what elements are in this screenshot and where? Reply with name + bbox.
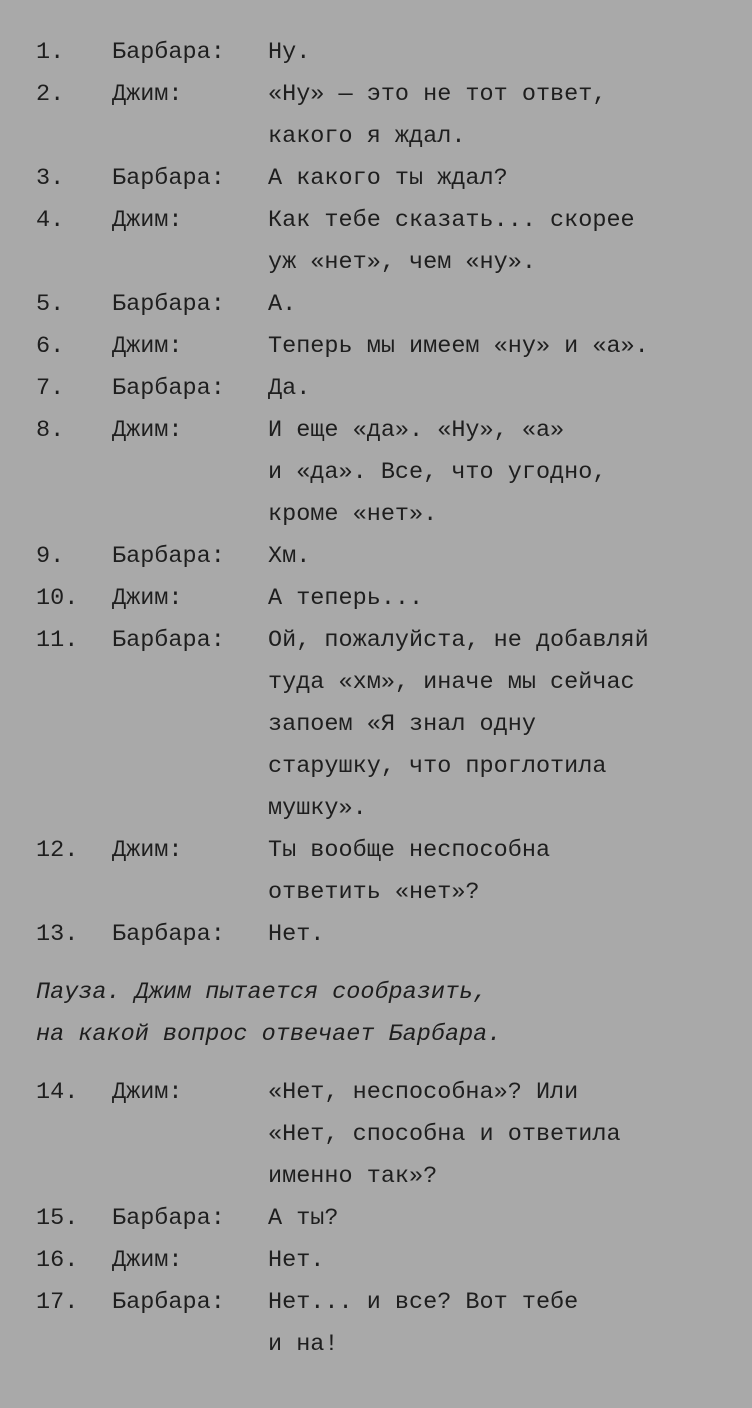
line-number: 11. [36,627,79,654]
dialogue-line [36,32,736,74]
stage-direction: Пауза. Джим пытается сообразить, на какой вопрос отвечает Барбара. [36,979,502,1048]
line-text: Теперь мы имеем «ну» и «а». [268,333,649,360]
line-text: Ой, пожалуйста, не добавляй туда «хм», иначе мы сейчас запоем «Я знал одну старушку, что проглотила мушку». [268,627,649,822]
dialogue-line [36,158,736,200]
dialogue-line [36,536,736,578]
line-text: А ты? [268,1205,339,1232]
speaker-name: Джим: [112,585,183,612]
line-number: 7. [36,375,65,402]
line-number: 9. [36,543,65,570]
line-text: Хм. [268,543,311,570]
speaker-name: Джим: [112,333,183,360]
dialogue-line [36,74,736,158]
line-number: 4. [36,207,65,234]
line-text: Нет... и все? Вот тебе и на! [268,1289,579,1358]
line-text: Нет. [268,921,325,948]
dialogue-line [36,1072,736,1198]
dialogue-line [36,284,736,326]
line-number: 5. [36,291,65,318]
speaker-name: Барбара: [112,291,225,318]
line-number: 2. [36,81,65,108]
line-text: «Ну» — это не тот ответ, какого я ждал. [268,81,607,150]
line-text: А теперь... [268,585,424,612]
line-text: Ты вообще неспособна ответить «нет»? [268,837,551,906]
line-number: 14. [36,1079,79,1106]
dialogue-line [36,1240,736,1282]
line-number: 16. [36,1247,79,1274]
dialogue-line [36,620,736,830]
speaker-name: Джим: [112,207,183,234]
dialogue-line [36,326,736,368]
speaker-name: Барбара: [112,375,225,402]
line-number: 12. [36,837,79,864]
line-number: 3. [36,165,65,192]
line-number: 8. [36,417,65,444]
line-number: 13. [36,921,79,948]
line-number: 6. [36,333,65,360]
dialogue-line [36,1282,736,1366]
speaker-name: Джим: [112,1247,183,1274]
line-number: 15. [36,1205,79,1232]
dialogue-script [36,32,736,1366]
line-text: А. [268,291,297,318]
dialogue-part-2 [36,1072,736,1366]
line-text: Как тебе сказать... скорее уж «нет», чем «ну». [268,207,635,276]
speaker-name: Барбара: [112,165,225,192]
dialogue-line [36,410,736,536]
speaker-name: Барбара: [112,1205,225,1232]
line-text: Нет. [268,1247,325,1274]
line-text: А какого ты ждал? [268,165,508,192]
dialogue-line [36,1198,736,1240]
dialogue-line [36,830,736,914]
speaker-name: Барбара: [112,921,225,948]
line-number: 1. [36,39,65,66]
dialogue-line [36,914,736,956]
speaker-name: Барбара: [112,1289,225,1316]
line-text: «Нет, неспособна»? Или «Нет, способна и ответила именно так»? [268,1079,621,1190]
line-number: 10. [36,585,79,612]
speaker-name: Джим: [112,837,183,864]
line-text: Да. [268,375,311,402]
line-number: 17. [36,1289,79,1316]
dialogue-line [36,368,736,410]
speaker-name: Барбара: [112,627,225,654]
speaker-name: Джим: [112,81,183,108]
speaker-name: Барбара: [112,39,225,66]
dialogue-part-1 [36,32,736,956]
line-text: И еще «да». «Ну», «а» и «да». Все, что угодно, кроме «нет». [268,417,607,528]
speaker-name: Джим: [112,1079,183,1106]
dialogue-line [36,578,736,620]
speaker-name: Барбара: [112,543,225,570]
dialogue-line [36,200,736,284]
line-text: Ну. [268,39,311,66]
speaker-name: Джим: [112,417,183,444]
